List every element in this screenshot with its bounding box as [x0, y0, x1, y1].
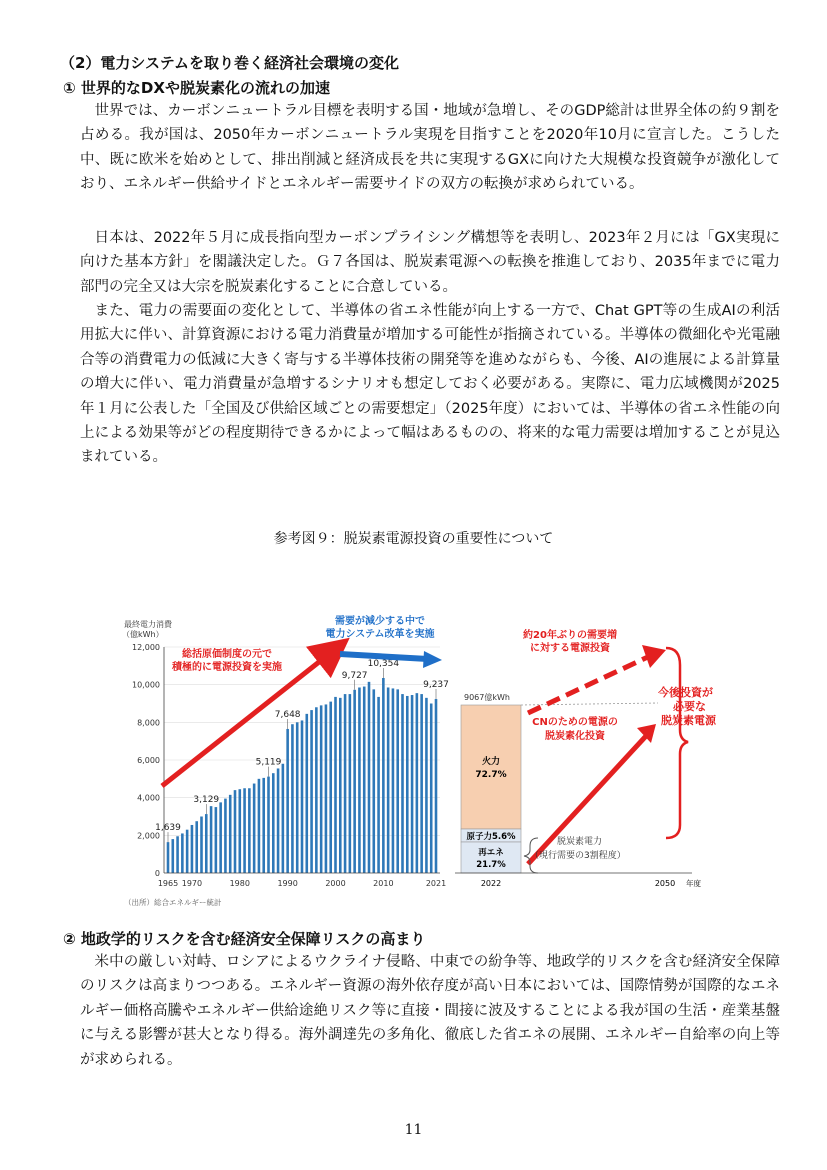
bar: [420, 694, 423, 873]
x-tick-label: 1970: [181, 879, 203, 888]
bar: [277, 768, 280, 873]
annotation-label: 脱炭素電力: [557, 837, 603, 847]
figure-caption: 参考図９：脱炭素電源投資の重要性について: [273, 531, 554, 547]
bar: [334, 697, 337, 873]
thermal-name: 火力: [481, 757, 501, 767]
y-tick-label: 8,000: [137, 718, 160, 728]
bar: [229, 795, 232, 873]
bar: [253, 784, 256, 873]
bar: [339, 698, 342, 873]
bar: [267, 777, 270, 873]
x-tick-label: 2021: [425, 879, 447, 888]
bar: [171, 839, 174, 873]
bar: [272, 773, 275, 873]
x-tick-label: 1965: [157, 879, 179, 888]
x-tick-label: 1990: [277, 879, 298, 888]
total-label: 9067億kWh: [464, 693, 510, 702]
bar: [224, 799, 227, 873]
bar: [291, 724, 294, 873]
y-tick-label: 10,000: [132, 680, 160, 690]
bar: [205, 814, 208, 873]
bar: [363, 687, 366, 873]
reform-arrow-head: [423, 651, 442, 668]
bar: [329, 702, 332, 873]
x-tick-label: 2000: [325, 879, 346, 888]
data-label: 3,129: [193, 795, 220, 806]
bar: [349, 694, 352, 873]
right-brace: [666, 648, 688, 838]
bar: [282, 764, 285, 873]
bar: [425, 698, 428, 873]
reference-dotted-line: [521, 703, 658, 705]
bar: [411, 695, 414, 873]
annotation-label: 約20年ぶりの需要増: [523, 630, 617, 641]
consumption-bar-chart: [122, 614, 449, 907]
x-tick-labels: [158, 879, 446, 888]
bar: [248, 788, 251, 873]
bar: [382, 678, 385, 873]
bar: [181, 833, 184, 873]
y-tick-label: 2,000: [137, 831, 160, 841]
annotation-label: 電力システム改革を実施: [325, 629, 435, 640]
bar: [305, 714, 308, 873]
bar: [401, 694, 404, 873]
data-label: 9,237: [423, 680, 449, 691]
bar: [344, 694, 347, 873]
bar: [262, 778, 265, 873]
subsection-2-heading: ② 地政学的リスクを含む経済安全保障リスクの高まり: [63, 930, 426, 948]
annotation-label: 積極的に電源投資を実施: [172, 662, 282, 673]
y-axis-title: 最終電力消費: [124, 620, 172, 629]
renewable-percent: 21.7%: [476, 860, 506, 870]
figure: [110, 610, 716, 910]
bar: [430, 704, 433, 874]
x-tick-label: 1980: [229, 879, 250, 888]
bar: [353, 690, 356, 873]
subsection-1-heading: ① 世界的なDXや脱炭素化の流れの加速: [63, 79, 330, 97]
bar: [315, 707, 318, 873]
bar: [396, 689, 399, 873]
x-tick-label: 2022: [480, 879, 502, 888]
decarbonization-investment-chart: [455, 628, 717, 888]
x-tick-label: 2010: [373, 879, 394, 888]
annotation-label: に対する電源投資: [530, 643, 610, 654]
bar: [377, 697, 380, 873]
annotation-label: 必要な: [673, 700, 706, 713]
bar: [215, 807, 218, 873]
bar: [243, 788, 246, 873]
bar: [210, 806, 213, 873]
y-tick-label: 4,000: [137, 793, 160, 803]
body-paragraph: 日本は、2022年５月に成長指向型カーボンプライシング構想等を表明し、2023年２月には「GX実現に向けた基本方針」を閣議決定した。Ｇ７各国は、脱炭素電源への転換を推進しており、2035年までに電力部門の完全又は大宗を脱炭素化することに合意している。: [80, 230, 780, 295]
annotation-label: CNのための電源の: [532, 717, 618, 728]
bar: [258, 779, 261, 873]
bar: [387, 687, 390, 873]
bar: [435, 699, 438, 873]
data-label: 10,354: [367, 658, 400, 669]
bar: [406, 696, 409, 873]
data-label: 1,639: [155, 823, 181, 834]
annotation-label: 脱炭素化投資: [545, 731, 605, 742]
bar: [416, 693, 419, 873]
annotation-label: （現行需要の3割程度）: [530, 851, 626, 861]
y-tick-label: 6,000: [137, 756, 160, 765]
reform-arrow: [340, 654, 428, 659]
data-label: 7,648: [274, 709, 301, 720]
bar: [234, 790, 237, 873]
data-label: 9,727: [341, 670, 368, 681]
annotation-label: 需要が減少する中で: [335, 616, 425, 627]
bar-series: [167, 678, 438, 873]
body-paragraph: 米中の厳しい対峙、ロシアによるウクライナ侵略、中東での紛争等、地政学的リスクを含む経済安全保障のリスクは高まりつつある。エネルギー資源の海外依存度が高い日本においては、国際情勢が国際的なエネルギー価格高騰やエネルギー供給途絶リスク等に直接・間接に波及することによる我が国の生活・産業基盤に与える影響が甚大となり得る。海外調達先の多角化、徹底した省エネの展開、エネルギー自給率の向上等が求められる。: [80, 954, 780, 1068]
body-paragraph: また、電力の需要面の変化として、半導体の省エネ性能が向上する一方で、Chat GPT等の生成AIの利活用拡大に伴い、計算資源における電力消費量が増加する可能性が指摘されている。半導体の微細化や光電融合等の消費電力の低減に大きく寄与する半導体技術の開発等を進めながらも、今後、AIの進展による計算量の増大に伴い、電力消費量が急増するシナリオも想定しておく必要がある。実際に、電力広域機関が2025年１月に公表した「全国及び供給区域ごとの需要想定」（2025年度）においては、半導体の省エネ性能の向上による効果等がどの程度期待できるかによって幅はあるものの、将来的な電力需要は増加することが見込まれている。: [80, 303, 780, 466]
annotation-label: 脱炭素電源: [661, 714, 716, 727]
x-axis-unit: 年度: [686, 879, 701, 888]
data-label: 5,119: [255, 757, 282, 768]
y-axis-unit: （億kWh）: [122, 630, 164, 639]
y-tick-label: 12,000: [132, 643, 160, 652]
y-tick-label: 0: [154, 869, 160, 878]
bar: [286, 729, 289, 873]
body-paragraph: 世界では、カーボンニュートラル目標を表明する国・地域が急増し、そのGDP総計は世界全体の約９割を占める。我が国は、2050年カーボンニュートラル実現を目指すことを2020年10月に宣言した。こうした中、既に欧米を始めとして、排出削減と経済成長を共に実現するGXに向けた大規模な投資競争が激化しており、エネルギー供給サイドとエネルギー需要サイドの双方の転換が求められている。: [80, 103, 780, 193]
bar: [191, 825, 194, 873]
page-number: 11: [404, 1122, 423, 1138]
bar: [186, 830, 189, 873]
bar: [358, 687, 361, 873]
thermal-percent: 72.7%: [475, 770, 507, 780]
bar: [238, 789, 241, 873]
bar: [301, 720, 304, 873]
bar: [368, 682, 371, 873]
bar: [320, 705, 323, 873]
bar: [296, 722, 299, 873]
bar: [176, 836, 179, 873]
bar: [167, 842, 170, 873]
bar: [392, 688, 395, 873]
section-heading: （2）電力システムを取り巻く経済社会環境の変化: [60, 54, 399, 72]
source-note: （出所）総合エネルギー統計: [124, 898, 222, 907]
thermal-segment: [461, 705, 521, 829]
nuclear-label: 原子力5.6%: [466, 832, 516, 842]
y-tick-labels: [132, 643, 160, 878]
annotation-label: 今後投資が: [658, 686, 713, 699]
bar: [372, 689, 375, 873]
bar: [200, 817, 203, 874]
bar: [325, 704, 328, 873]
bar: [219, 802, 222, 873]
bar: [310, 710, 313, 873]
annotation-label: 総括原価制度の元で: [182, 649, 272, 660]
renewable-name: 再エネ: [478, 848, 504, 858]
x-tick-label: 2050: [654, 879, 676, 888]
bar: [195, 821, 198, 873]
